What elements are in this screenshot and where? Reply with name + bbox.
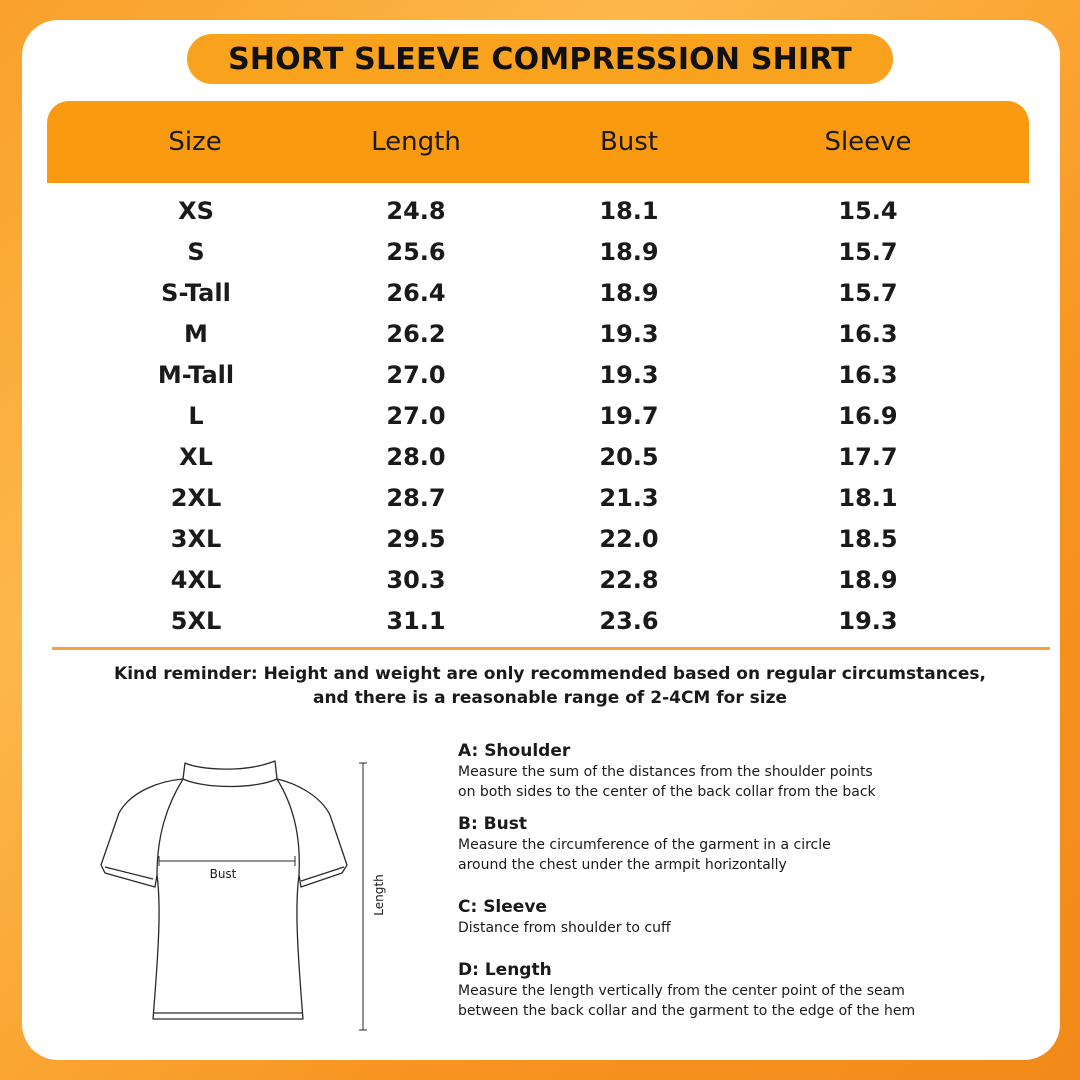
legend-title: C: Sleeve bbox=[458, 897, 547, 917]
cell-size: 5XL bbox=[170, 606, 222, 635]
legend-desc: between the back collar and the garment to the edge of the hem bbox=[458, 1003, 916, 1019]
table-row bbox=[0, 559, 1080, 600]
cell-bust: 23.6 bbox=[599, 606, 659, 635]
header-sleeve: Sleeve bbox=[824, 127, 912, 157]
cell-bust: 21.3 bbox=[599, 483, 659, 512]
shirt-diagram bbox=[95, 755, 395, 1035]
cell-bust: 18.1 bbox=[599, 196, 659, 225]
cell-length: 24.8 bbox=[386, 196, 446, 225]
cell-sleeve: 16.9 bbox=[838, 401, 898, 430]
cell-sleeve: 18.1 bbox=[838, 483, 898, 512]
cell-size: XS bbox=[178, 196, 214, 225]
table-row bbox=[0, 518, 1080, 559]
length-label: Length bbox=[372, 874, 386, 916]
cell-bust: 20.5 bbox=[599, 442, 659, 471]
cell-size: S bbox=[187, 237, 205, 266]
cell-length: 31.1 bbox=[386, 606, 446, 635]
legend-desc: Measure the circumference of the garment in a circle bbox=[458, 837, 831, 853]
legend-length bbox=[458, 959, 1048, 1021]
cell-sleeve: 16.3 bbox=[838, 360, 898, 389]
legend-desc: Measure the sum of the distances from the shoulder points bbox=[458, 764, 873, 780]
cell-length: 26.2 bbox=[386, 319, 446, 348]
header-size: Size bbox=[168, 127, 222, 157]
header-length: Length bbox=[371, 127, 461, 157]
cell-bust: 22.8 bbox=[599, 565, 659, 594]
cell-length: 30.3 bbox=[386, 565, 446, 594]
table-row bbox=[0, 477, 1080, 518]
table-row bbox=[0, 190, 1080, 231]
cell-size: 4XL bbox=[170, 565, 222, 594]
legend-desc: Measure the length vertically from the center point of the seam bbox=[458, 983, 905, 999]
table-row bbox=[0, 313, 1080, 354]
left-cuff-seam bbox=[105, 867, 153, 879]
cell-sleeve: 18.5 bbox=[838, 524, 898, 553]
legend-title: B: Bust bbox=[458, 814, 527, 834]
legend-desc: Distance from shoulder to cuff bbox=[458, 920, 671, 936]
cell-length: 25.6 bbox=[386, 237, 446, 266]
cell-size: 2XL bbox=[170, 483, 222, 512]
cell-sleeve: 15.7 bbox=[838, 237, 898, 266]
legend-title: A: Shoulder bbox=[458, 741, 571, 761]
section-divider bbox=[52, 647, 1050, 650]
table-row bbox=[0, 272, 1080, 313]
table-row bbox=[0, 436, 1080, 477]
cell-bust: 19.3 bbox=[599, 319, 659, 348]
cell-length: 26.4 bbox=[386, 278, 446, 307]
cell-bust: 19.3 bbox=[599, 360, 659, 389]
cell-size: M bbox=[184, 319, 208, 348]
table-header bbox=[47, 101, 1029, 183]
header-bust: Bust bbox=[599, 127, 659, 157]
cell-size: XL bbox=[179, 442, 213, 471]
cell-sleeve: 18.9 bbox=[838, 565, 898, 594]
legend-title: D: Length bbox=[458, 960, 552, 980]
cell-size: 3XL bbox=[170, 524, 222, 553]
shirt-body-outline bbox=[101, 761, 347, 1019]
cell-bust: 18.9 bbox=[599, 278, 659, 307]
cell-bust: 18.9 bbox=[599, 237, 659, 266]
cell-bust: 22.0 bbox=[599, 524, 659, 553]
cell-size: L bbox=[188, 401, 204, 430]
cell-sleeve: 16.3 bbox=[838, 319, 898, 348]
table-row bbox=[0, 231, 1080, 272]
reminder-line-1: Kind reminder: Height and weight are only recommended based on regular circumstances, bbox=[114, 664, 986, 684]
cell-sleeve: 15.4 bbox=[838, 196, 898, 225]
table-row bbox=[0, 395, 1080, 436]
table-row bbox=[0, 354, 1080, 395]
cell-sleeve: 19.3 bbox=[838, 606, 898, 635]
cell-sleeve: 17.7 bbox=[838, 442, 898, 471]
cell-sleeve: 15.7 bbox=[838, 278, 898, 307]
cell-length: 28.7 bbox=[386, 483, 446, 512]
cell-size: M-Tall bbox=[157, 360, 235, 389]
cell-length: 28.0 bbox=[386, 442, 446, 471]
cell-length: 27.0 bbox=[386, 360, 446, 389]
kind-reminder bbox=[60, 662, 1040, 710]
collar-outline bbox=[183, 779, 277, 787]
cell-length: 27.0 bbox=[386, 401, 446, 430]
legend-shoulder bbox=[458, 740, 1048, 802]
chart-title: SHORT SLEEVE COMPRESSION SHIRT bbox=[187, 34, 893, 84]
cell-length: 29.5 bbox=[386, 524, 446, 553]
reminder-line-2: and there is a reasonable range of 2-4CM for size bbox=[312, 688, 788, 708]
bust-label: Bust bbox=[209, 867, 237, 881]
cell-bust: 19.7 bbox=[599, 401, 659, 430]
legend-desc: on both sides to the center of the back collar from the back bbox=[458, 784, 876, 800]
legend-desc: around the chest under the armpit horizontally bbox=[458, 857, 787, 873]
cell-size: S-Tall bbox=[161, 278, 231, 307]
table-row bbox=[0, 600, 1080, 641]
legend-sleeve bbox=[458, 896, 1048, 938]
legend-bust bbox=[458, 813, 1048, 875]
